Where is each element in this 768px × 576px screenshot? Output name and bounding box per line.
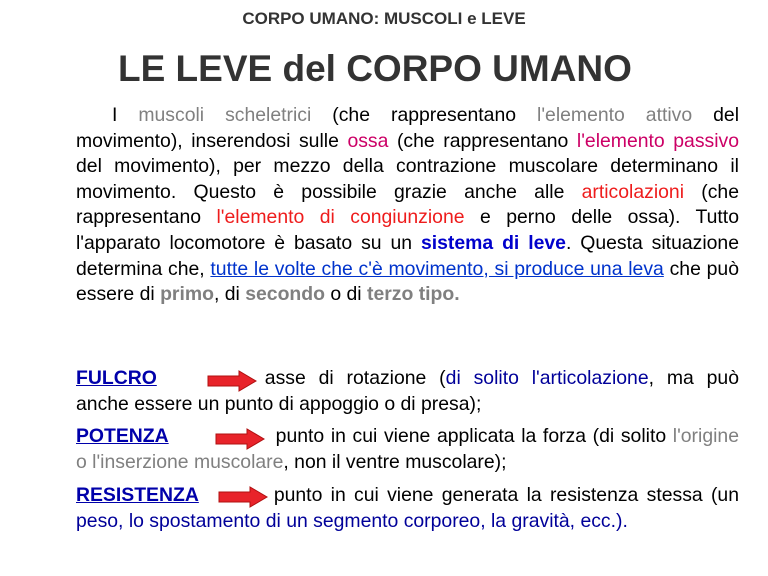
articolazioni-term: articolazioni: [581, 180, 685, 203]
text: punto in cui viene applicata la forza (di solito: [275, 425, 673, 447]
terzo-term: terzo tipo.: [367, 283, 460, 306]
resistenza-definition: [76, 483, 739, 534]
text: o di: [324, 283, 367, 306]
fulcro-definition: [76, 366, 739, 417]
text: I: [112, 104, 139, 126]
secondo-term: secondo: [245, 283, 325, 306]
text: , ma può anche essere un punto di appoggio o di presa);: [76, 367, 739, 415]
text: (che rappresentano: [76, 180, 739, 229]
resistenza-highlight: peso, lo spostamento di un segmento corporeo, la gravità, ecc.).: [76, 509, 628, 532]
right-arrow-icon: [215, 428, 265, 450]
potenza-highlight: l'origine o l'inserzione muscolare: [76, 425, 739, 473]
text: del movimento), per mezzo della contrazione muscolare determinano il movimento. Questo è possibile grazie anche alle: [76, 155, 739, 203]
header: CORPO UMANO: MUSCOLI e LEVE: [242, 9, 526, 28]
fulcro-highlight: di solito l'articolazione: [445, 367, 649, 389]
text: , di: [213, 283, 246, 306]
text: (che rappresentano: [388, 129, 577, 152]
text: del movimento), inserendosi sulle: [76, 104, 740, 152]
movimento-link[interactable]: tutte le volte che c'è movimento, si produce una leva: [210, 257, 664, 280]
fulcro-label: FULCRO: [76, 367, 157, 389]
elemento-attivo-term: l'elemento attivo: [537, 104, 693, 126]
muscoli-term: muscoli scheletrici: [138, 104, 312, 126]
text: , non il ventre muscolare);: [283, 450, 507, 473]
primo-term: primo: [160, 283, 214, 306]
potenza-definition: [76, 424, 739, 475]
elemento-passivo-term: l'elemento passivo: [576, 129, 740, 152]
right-arrow-icon: [218, 486, 268, 508]
resistenza-label: RESISTENZA: [76, 484, 199, 506]
page-title: LE LEVE del CORPO UMANO: [118, 48, 632, 89]
text: (che rappresentano: [311, 104, 538, 126]
text: che può essere di: [76, 257, 739, 306]
right-arrow-icon: [207, 370, 257, 392]
text: . Questa situazione determina che,: [76, 231, 739, 280]
text: asse di rotazione (: [264, 367, 446, 389]
sistema-leve-term: sistema di leve: [420, 231, 566, 254]
intro-paragraph: [76, 103, 739, 308]
potenza-label: POTENZA: [76, 425, 169, 447]
text: e perno delle ossa). Tutto l'apparato locomotore è basato su un: [76, 206, 739, 254]
text: punto in cui viene generata la resistenza stessa (un: [273, 484, 739, 506]
ossa-term: ossa: [347, 129, 389, 152]
congiunzione-term: l'elemento di congiunzione: [216, 206, 465, 229]
